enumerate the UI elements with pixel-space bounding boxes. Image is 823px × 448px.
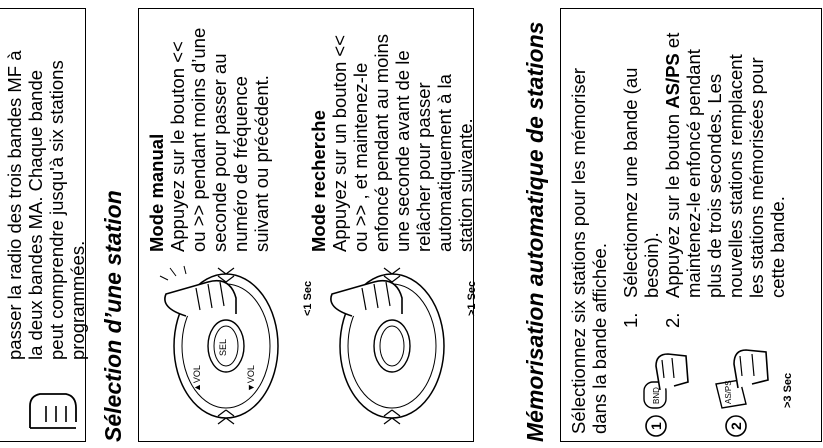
step-text: Sélectionnez une bande (au besoin). bbox=[620, 67, 662, 298]
step-text bbox=[662, 33, 788, 298]
band-button-hand-icon bbox=[630, 348, 694, 412]
manual-mode-body: Appuyez sur le bouton << ou >> pendant moins d’une seconde pour passer au numéro de fréquence suivant ou précédent. bbox=[167, 27, 272, 252]
step-number: 1. bbox=[620, 312, 641, 328]
dial-sel-label: SEL bbox=[218, 338, 228, 356]
callout-two-number: 2 bbox=[728, 422, 744, 430]
control-dial-search bbox=[322, 266, 462, 426]
search-mode-body: Appuyez sur un bouton << ou >> , et maintenez-le enfoncé pendant au moins une seconde avant de le relâcher pour passer automatiquement à la station suivante. bbox=[329, 33, 476, 252]
list-item bbox=[620, 12, 662, 328]
step-text-before: Appuyez sur le bouton bbox=[662, 108, 683, 298]
auto-memory-steps bbox=[620, 12, 788, 328]
search-mode-heading: Mode recherche bbox=[308, 110, 329, 252]
intro-section bbox=[0, 0, 92, 448]
step-number: 2. bbox=[662, 312, 683, 328]
asps-button-label: AS/PS bbox=[724, 380, 733, 404]
intro-text: passer la radio des trois bandes MF à la deux bandes MA. Chaque bande peut comprendre jusqu'à six stations programmées. bbox=[4, 50, 88, 360]
callout-one-number: 1 bbox=[648, 422, 664, 430]
press-label-less-1sec: <1 Sec bbox=[302, 280, 314, 316]
hand-pointer-icon bbox=[0, 366, 80, 436]
step-text-after: et maintenez-le enfoncé pendant plus de trois secondes. Les nouvelles stations remplacent les stations mémorisées pour cette bande. bbox=[662, 32, 788, 298]
asps-button-name: AS/PS bbox=[662, 53, 683, 109]
press-label-more-3sec: >3 Sec bbox=[782, 372, 794, 408]
station-selection-section bbox=[96, 0, 520, 448]
dial-vol-down-label: ▼VOL bbox=[246, 365, 256, 392]
station-selection-title: Sélection d’une station bbox=[100, 190, 126, 442]
press-label-more-1sec: >1 Sec bbox=[466, 280, 478, 316]
list-item bbox=[662, 12, 788, 328]
dial-vol-up-label: ▲VOL bbox=[192, 365, 202, 392]
auto-memory-section bbox=[518, 0, 823, 448]
manual-mode-heading: Mode manual bbox=[146, 133, 167, 252]
band-button-label: BND bbox=[652, 387, 661, 404]
auto-memory-intro: Sélectionnez six stations pour les mémoriser dans la bande affichée. bbox=[568, 67, 610, 434]
auto-memory-title: Mémorisation automatique de stations bbox=[522, 21, 548, 442]
asps-button-hand-icon bbox=[706, 342, 774, 412]
